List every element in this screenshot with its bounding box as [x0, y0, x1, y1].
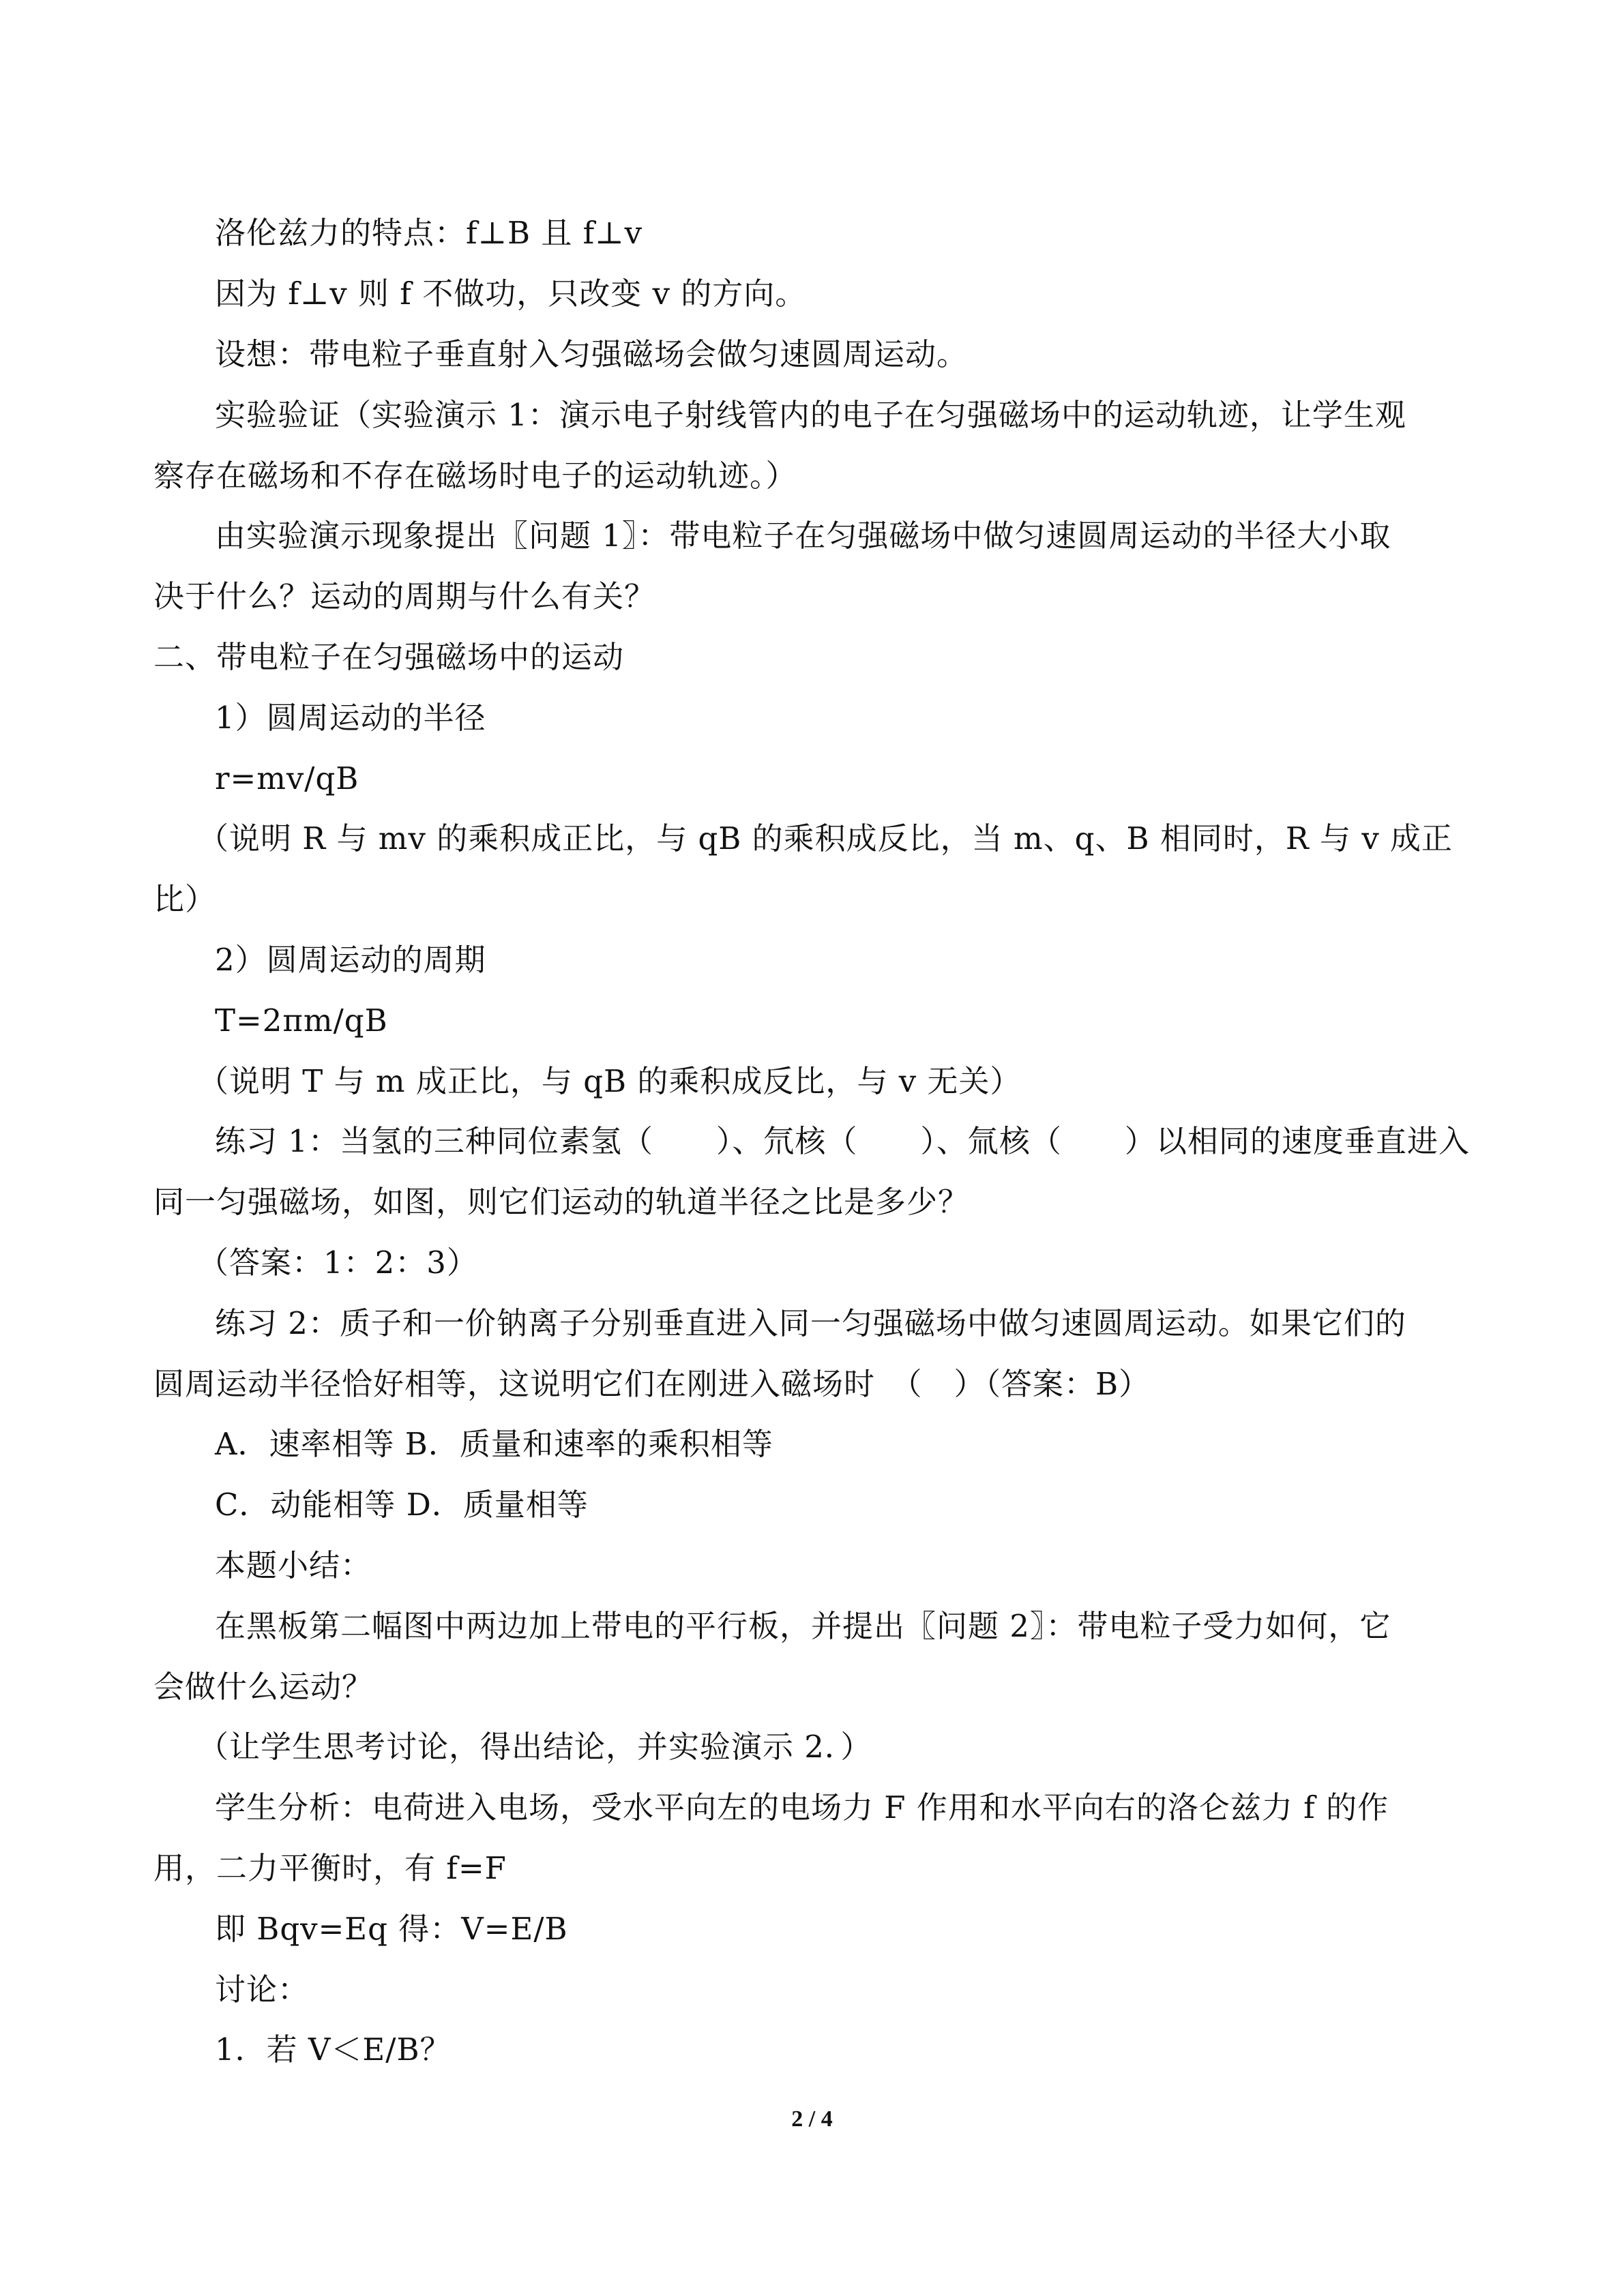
- text-line: 设想：带电粒子垂直射入匀强磁场会做匀速圆周运动。: [215, 336, 969, 372]
- text-line: 因为 f⊥v 则 f 不做功，只改变 v 的方向。: [215, 275, 807, 312]
- text-line: （说明 T 与 m 成正比，与 qB 的乘积成反比，与 v 无关）: [198, 1063, 1022, 1099]
- page-number: 2 / 4: [791, 2106, 833, 2132]
- text-line: （让学生思考讨论，得出结论，并实验演示 2．）: [198, 1729, 872, 1765]
- text-line: 用，二力平衡时，有 f=F: [153, 1850, 507, 1886]
- formula: T=2πm/qB: [215, 1002, 388, 1039]
- text-line: 洛伦兹力的特点：f⊥B 且 f⊥v: [215, 215, 643, 251]
- text-line: （说明 R 与 mv 的乘积成正比，与 qB 的乘积成反比，当 m、q、B 相同时，R 与 v 成正: [198, 820, 1453, 856]
- exercise-line: 练习 2：质子和一价钠离子分别垂直进入同一匀强磁场中做匀速圆周运动。如果它们的: [215, 1305, 1406, 1341]
- text-line: 察存在磁场和不存在磁场时电子的运动轨迹。）: [153, 458, 797, 494]
- text-line: 决于什么？运动的周期与什么有关？: [153, 578, 656, 614]
- text-line: 本题小结：: [215, 1547, 372, 1583]
- text-line: 学生分析：电荷进入电场，受水平向左的电场力 F 作用和水平向右的洛仑兹力 f 的作: [215, 1789, 1389, 1825]
- text-line: 比）: [153, 881, 217, 917]
- formula: 即 Bqv=Eq 得：V=E/B: [215, 1911, 568, 1947]
- answer-line: （答案：1：2：3）: [198, 1244, 478, 1281]
- exercise-line: 练习 1：当氢的三种同位素氢（ ）、氘核（ ）、氚核（ ）以相同的速度垂直进入: [215, 1123, 1470, 1159]
- subsection-heading: 2）圆周运动的周期: [215, 942, 486, 978]
- option-line: A．速率相等 B．质量和速率的乘积相等: [215, 1426, 773, 1462]
- text-line: 由实验演示现象提出〖问题 1〗：带电粒子在匀强磁场中做匀速圆周运动的半径大小取: [215, 518, 1391, 554]
- text-line: 讨论：: [215, 1971, 310, 2008]
- formula: r=mv/qB: [215, 760, 359, 796]
- text-line: 实验验证（实验演示 1：演示电子射线管内的电子在匀强磁场中的运动轨迹，让学生观: [215, 397, 1406, 433]
- exercise-line: 圆周运动半径恰好相等，这说明它们在刚进入磁场时 （ ）（答案：B）: [153, 1366, 1151, 1402]
- text-line: 会做什么运动？: [153, 1669, 374, 1705]
- subsection-heading: 1）圆周运动的半径: [215, 700, 486, 736]
- exercise-line: 同一匀强磁场，如图，则它们运动的轨道半径之比是多少？: [153, 1184, 970, 1220]
- option-line: C．动能相等 D．质量相等: [215, 1487, 589, 1523]
- text-line: 1．若 V＜E/B？: [215, 2031, 452, 2068]
- text-line: 在黑板第二幅图中两边加上带电的平行板，并提出〖问题 2〗：带电粒子受力如何，它: [215, 1608, 1391, 1644]
- section-heading: 二、带电粒子在匀强磁场中的运动: [153, 639, 625, 675]
